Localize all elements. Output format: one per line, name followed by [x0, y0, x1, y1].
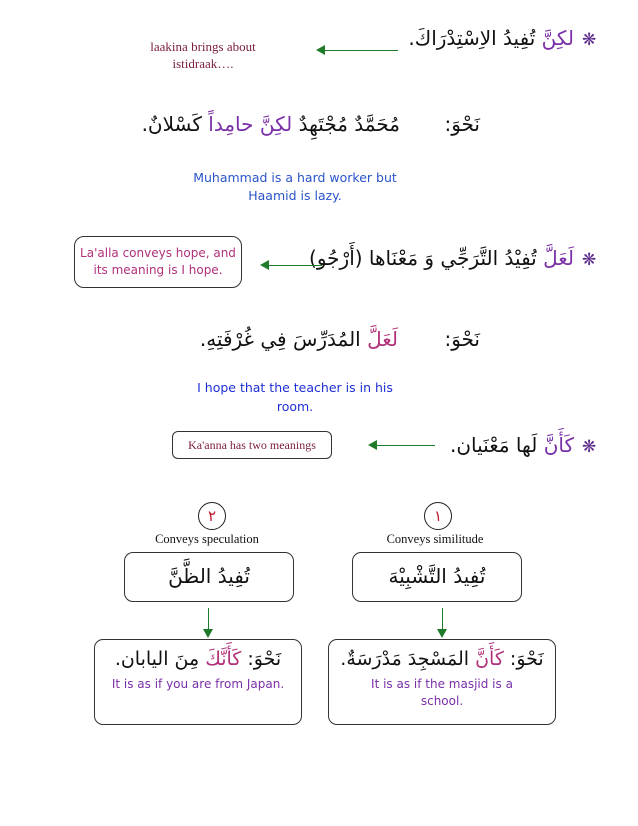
row1-note	[128, 38, 278, 72]
meaning2-number: ٢	[198, 502, 226, 530]
meaning2-caption: Conveys speculation	[155, 532, 259, 546]
row2-text: تُفِيْدُ التَّرَجِّي وَ مَعْنَاها (أَرْجُو)	[309, 246, 544, 270]
meaning2-box-text: تُفِيدُ الظَّنَّ	[168, 564, 250, 588]
meaning1-example-label: نَحْوَ:	[509, 648, 544, 670]
meaning2-translation	[95, 676, 301, 693]
ex1-translation	[180, 169, 410, 205]
meaning1-translation-line2: school.	[420, 694, 464, 708]
meaning1-translation	[329, 676, 555, 710]
arrow-down-icon	[208, 608, 209, 636]
ex1-part1: مُحَمَّدٌ مُجْتَهِدٌ	[298, 112, 400, 136]
ex2-translation-line2: room.	[276, 399, 314, 414]
row1-keyword: لكِنَّ	[541, 26, 574, 50]
meaning1-example-keyword: كَأَنَّ	[475, 648, 504, 670]
row1-note-line1: laakina brings about	[150, 39, 256, 54]
meaning2-box	[124, 552, 294, 602]
row3-text: لَها مَعْنَيان.	[449, 433, 544, 457]
meaning2-example-label: نَحْوَ:	[247, 648, 282, 670]
meaning2-example-arabic	[95, 648, 301, 670]
arrow-left-icon	[262, 265, 322, 266]
meaning2-translation-line1: It is as if you are from Japan.	[111, 677, 285, 691]
meaning2-example-keyword: كَأَنَّكَ	[205, 648, 242, 670]
row3-note: Ka'anna has two meanings	[188, 438, 316, 452]
ex2-keyword: لَعَلَّ	[367, 327, 398, 351]
row2-note-line1: La'alla conveys hope, and	[80, 246, 236, 260]
ex1-keyword: لكِنَّ حامِداً	[208, 112, 299, 136]
meaning1-example-arabic	[329, 648, 555, 670]
meaning1-example-text: المَسْجِدَ مَدْرَسَةٌ.	[340, 648, 476, 670]
row1-note-line2: istidraak….	[172, 56, 234, 71]
meaning1-box-text: تُفِيدُ التَّشْبِيْهَ	[388, 564, 486, 588]
ex1-arabic	[142, 112, 400, 136]
row2-note-box	[74, 236, 242, 288]
bullet-icon: ❋	[582, 30, 597, 50]
row1-text: تُفِيدُ الاِسْتِدْرَاكَ.	[408, 26, 542, 50]
arrow-left-icon	[370, 445, 435, 446]
row3-arabic	[450, 433, 574, 457]
row2-keyword: لَعَلَّ	[543, 246, 574, 270]
row3-note-box	[172, 431, 332, 459]
arrow-left-icon	[318, 50, 398, 51]
meaning2-example-box	[94, 639, 302, 725]
meaning1-box	[352, 552, 522, 602]
meaning2-example-text: مِنَ اليابان.	[114, 648, 206, 670]
meaning1-translation-line1: It is as if the masjid is a	[371, 677, 513, 691]
meaning1-number: ١	[424, 502, 452, 530]
ex2-translation	[184, 378, 406, 416]
bullet-icon: ❋	[582, 250, 597, 270]
ex2-text: المُدَرِّسَ فِي غُرْفَتِهِ.	[199, 327, 368, 351]
arrow-down-icon	[442, 608, 443, 636]
row3-keyword: كَأَنَّ	[543, 433, 574, 457]
ex1-part2: كَسْلانٌ.	[141, 112, 209, 136]
ex2-arabic	[200, 327, 398, 351]
ex1-translation-line2: Haamid is lazy.	[248, 188, 342, 203]
row2-note	[75, 237, 241, 279]
meaning1-caption: Conveys similitude	[386, 532, 484, 546]
ex2-translation-line1: I hope that the teacher is in his	[197, 380, 393, 395]
row2-arabic	[309, 246, 574, 270]
bullet-icon: ❋	[582, 437, 597, 457]
meaning1-example-box	[328, 639, 556, 725]
row1-arabic	[408, 26, 574, 50]
ex1-translation-line1: Muhammad is a hard worker but	[193, 170, 397, 185]
ex2-label: نَحْوَ:	[444, 327, 480, 351]
ex1-label: نَحْوَ:	[444, 112, 480, 136]
row2-note-line2: its meaning is I hope.	[93, 263, 223, 277]
